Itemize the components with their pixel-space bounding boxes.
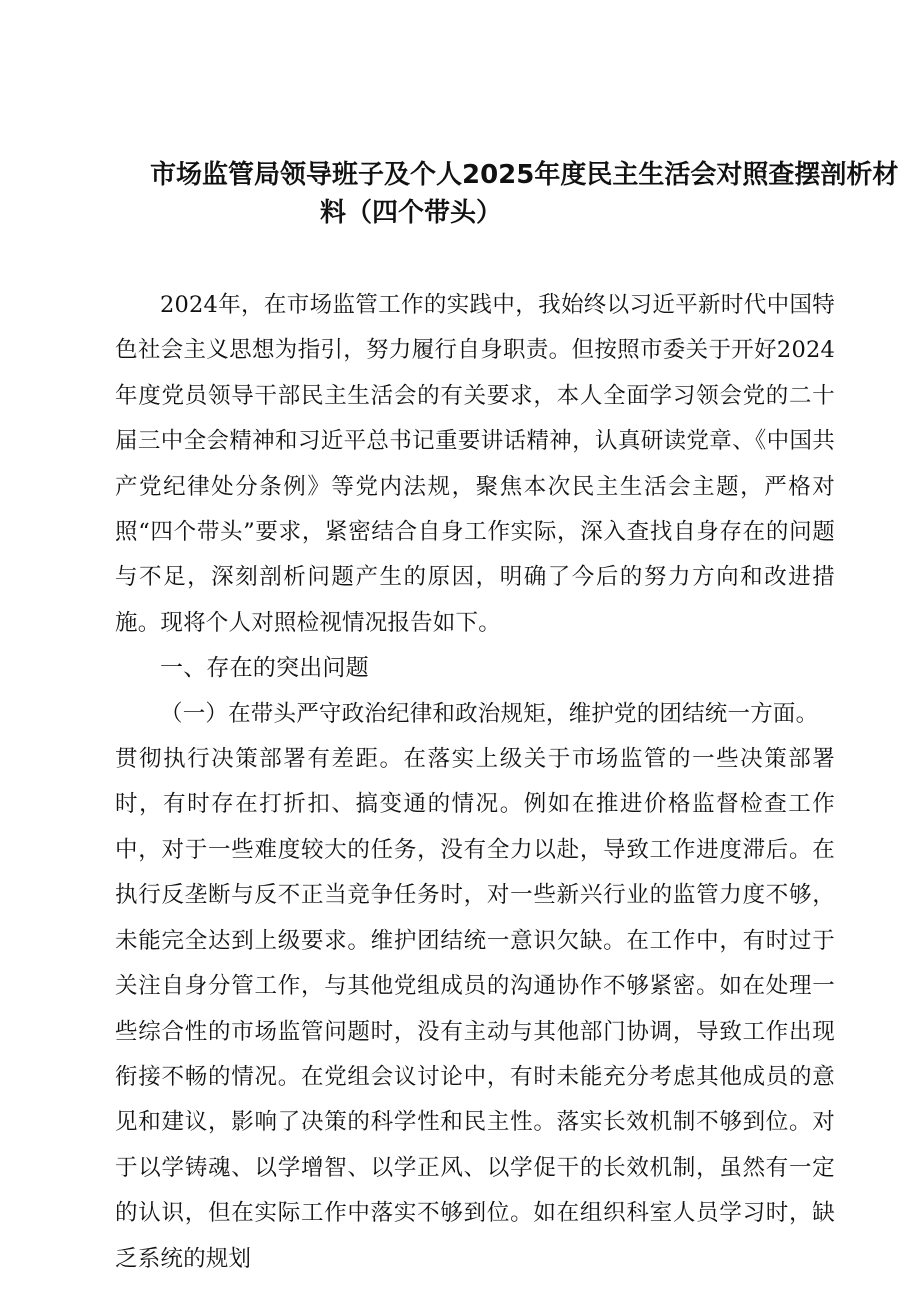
subsection-paragraph: 贯彻执行决策部署有差距。在落实上级关于市场监管的一些决策部署时，有时存在打折扣、搞变通的情况。例如在推进价格监督检查工作中，对于一些难度较大的任务，没有全力以赴，导致工作进度滞后。在执行反垄断与反不正当竞争任务时，对一些新兴行业的监管力度不够，未能完全达到上级要求。维护团结统一意识欠缺。在工作中，有时过于关注自身分管工作，与其他党组成员的沟通协作不够紧密。如在处理一些综合性的市场监管问题时，没有主动与其他部门协调，导致工作出现衔接不畅的情况。在党组会议讨论中，有时未能充分考虑其他成员的意见和建议，影响了决策的科学性和民主性。落实长效机制不够到位。对于以学铸魂、以学增智、以学正风、以学促干的长效机制，虽然有一定的认识，但在实际工作中落实不够到位。如在组织科室人员学习时，缺乏系统的规划 — [115, 746, 835, 1272]
subsection-heading: （一）在带头严守政治纪律和政治规矩，维护党的团结统一方面。 — [160, 700, 819, 727]
section-heading: 一、存在的突出问题 — [160, 655, 369, 682]
title-line-1: 市场监管局领导班子及个人2025年度民主生活会对照查摆剖析材 — [150, 160, 899, 190]
intro-paragraph: 2024年，在市场监管工作的实践中，我始终以习近平新时代中国特色社会主义思想为指引，努力履行自身职责。但按照市委关于开好2024年度党员领导干部民主生活会的有关要求，本人全面学习领会党的二十届三中全会精神和习近平总书记重要讲话精神，认真研读党章、《中国共产党纪律处分条例》等党内法规，聚焦本次民主生活会主题，严格对照“四个带头”要求，紧密结合自身工作实际，深入查找自身存在的问题与不足，深刻剖析问题产生的原因，明确了今后的努力方向和改进措施。现将个人对照检视情况报告如下。 — [115, 292, 835, 636]
document-title — [150, 156, 899, 232]
document-body — [115, 283, 835, 1282]
title-line-2: 料（四个带头） — [320, 198, 503, 228]
